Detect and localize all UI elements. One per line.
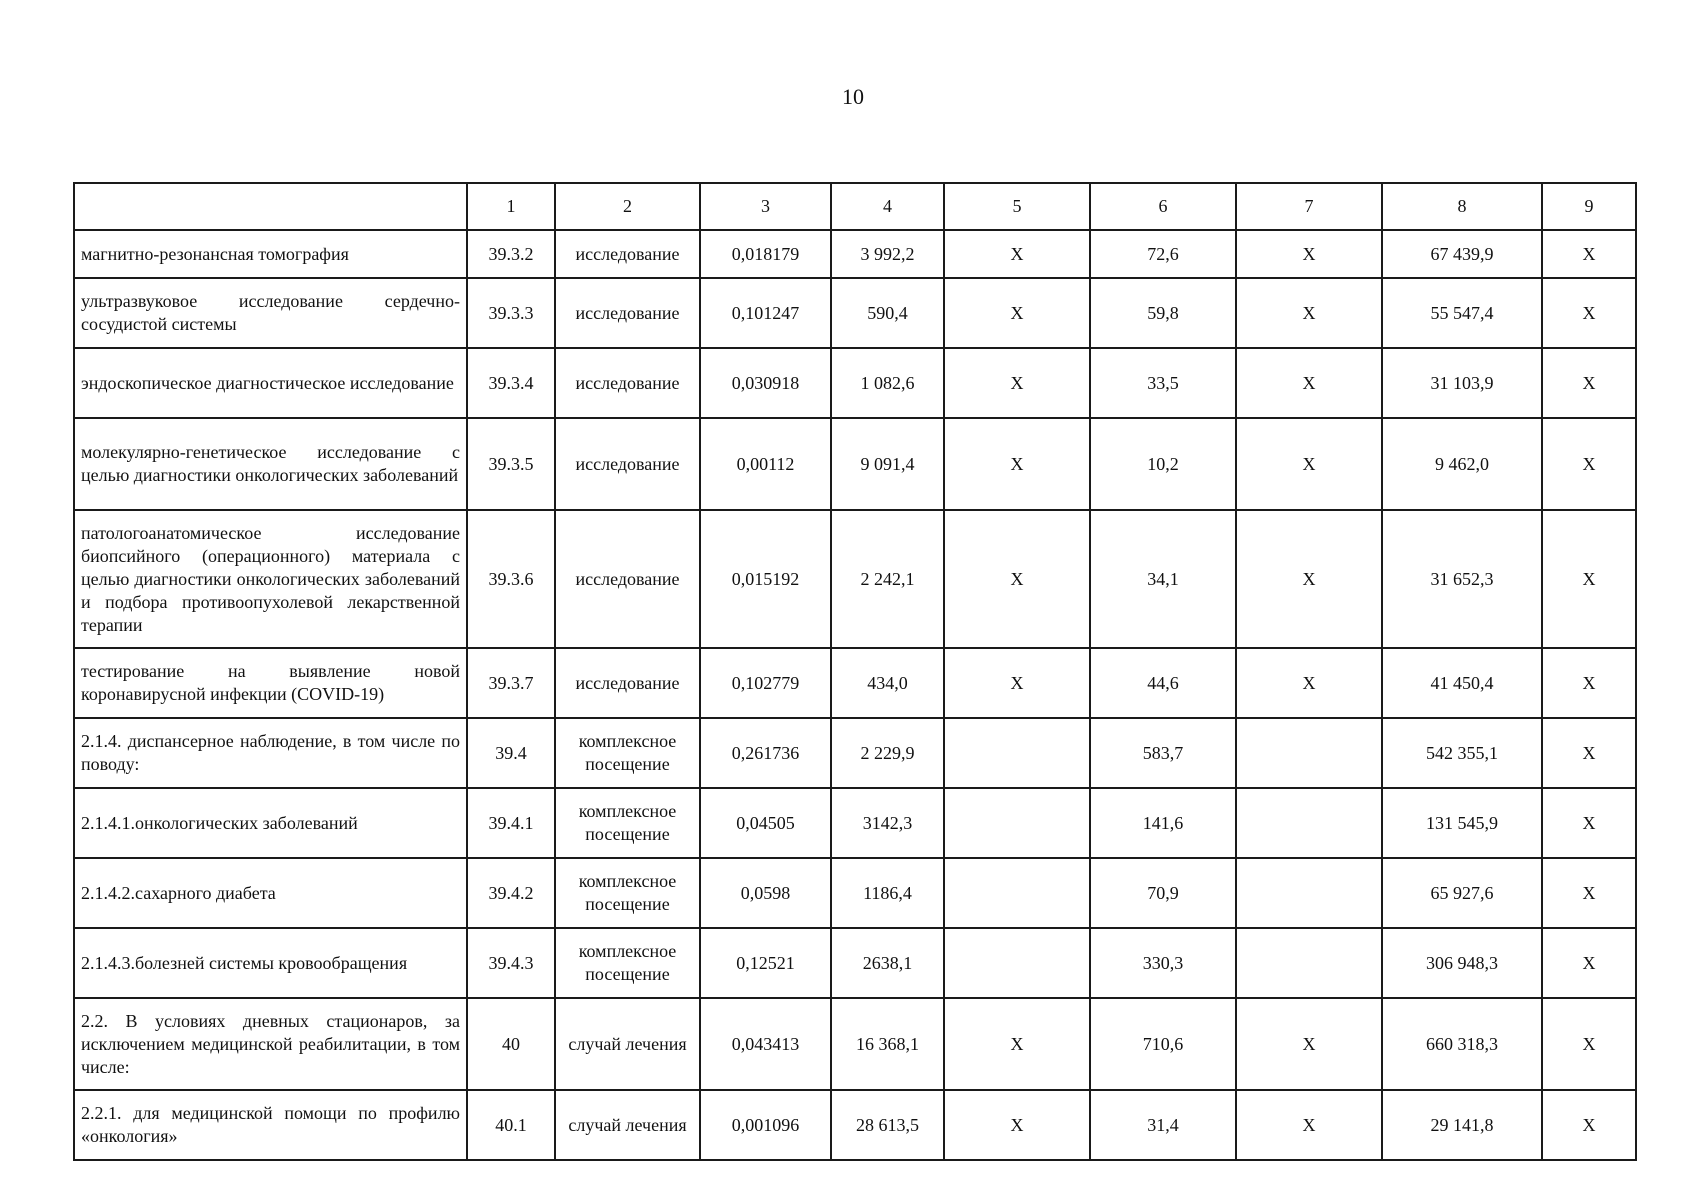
- row-code: 39.3.6: [467, 510, 555, 648]
- cell-col-3: 0,015192: [700, 510, 831, 648]
- row-unit: исследование: [555, 230, 700, 278]
- cell-col-3: 0,018179: [700, 230, 831, 278]
- row-unit: комплексное посещение: [555, 718, 700, 788]
- table-row: [74, 648, 1636, 718]
- table-row: [74, 858, 1636, 928]
- cell-col-9: X: [1542, 648, 1636, 718]
- cell-col-7: X: [1236, 648, 1382, 718]
- cell-col-4: 2638,1: [831, 928, 944, 998]
- cell-col-5: [944, 928, 1090, 998]
- cell-col-3: 0,0598: [700, 858, 831, 928]
- cell-col-7: X: [1236, 230, 1382, 278]
- row-unit: исследование: [555, 278, 700, 348]
- cell-col-6: 330,3: [1090, 928, 1236, 998]
- cell-col-6: 583,7: [1090, 718, 1236, 788]
- table-row: [74, 348, 1636, 418]
- cell-col-6: 33,5: [1090, 348, 1236, 418]
- cell-col-7: [1236, 788, 1382, 858]
- cell-col-6: 34,1: [1090, 510, 1236, 648]
- cell-col-4: 2 229,9: [831, 718, 944, 788]
- header-cell-5: 5: [944, 183, 1090, 230]
- row-name: магнитно-резонансная томография: [74, 230, 467, 278]
- cell-col-8: 31 103,9: [1382, 348, 1542, 418]
- table-row: [74, 928, 1636, 998]
- cell-col-5: [944, 858, 1090, 928]
- row-code: 40.1: [467, 1090, 555, 1160]
- row-name: патологоанатомическое исследование биопсийного (операционного) материала с целью диагностики онкологических заболеваний и подбора противоопухолевой лекарственной терапии: [74, 510, 467, 648]
- header-cell-8: 8: [1382, 183, 1542, 230]
- cell-col-8: 67 439,9: [1382, 230, 1542, 278]
- row-name: эндоскопическое диагностическое исследование: [74, 348, 467, 418]
- cell-col-6: 72,6: [1090, 230, 1236, 278]
- cell-col-5: X: [944, 348, 1090, 418]
- cell-col-9: X: [1542, 1090, 1636, 1160]
- cell-col-8: 306 948,3: [1382, 928, 1542, 998]
- cell-col-5: X: [944, 418, 1090, 510]
- cell-col-8: 41 450,4: [1382, 648, 1542, 718]
- cell-col-8: 660 318,3: [1382, 998, 1542, 1090]
- row-name: 2.1.4.3.болезней системы кровообращения: [74, 928, 467, 998]
- cell-col-7: X: [1236, 998, 1382, 1090]
- cell-col-5: X: [944, 230, 1090, 278]
- cell-col-8: 9 462,0: [1382, 418, 1542, 510]
- row-unit: случай лечения: [555, 998, 700, 1090]
- cell-col-9: X: [1542, 278, 1636, 348]
- row-name: 2.1.4.1.онкологических заболеваний: [74, 788, 467, 858]
- cell-col-9: X: [1542, 348, 1636, 418]
- row-unit: исследование: [555, 510, 700, 648]
- cell-col-9: X: [1542, 418, 1636, 510]
- data-table: [73, 182, 1637, 1161]
- row-unit: исследование: [555, 418, 700, 510]
- cell-col-4: 590,4: [831, 278, 944, 348]
- row-name: 2.1.4.2.сахарного диабета: [74, 858, 467, 928]
- header-cell-6: 6: [1090, 183, 1236, 230]
- cell-col-4: 1 082,6: [831, 348, 944, 418]
- row-code: 39.3.3: [467, 278, 555, 348]
- cell-col-9: X: [1542, 788, 1636, 858]
- cell-col-7: X: [1236, 348, 1382, 418]
- row-name: тестирование на выявление новой коронавирусной инфекции (COVID-19): [74, 648, 467, 718]
- cell-col-9: X: [1542, 998, 1636, 1090]
- row-unit: комплексное посещение: [555, 928, 700, 998]
- cell-col-7: [1236, 928, 1382, 998]
- row-unit: комплексное посещение: [555, 858, 700, 928]
- cell-col-7: X: [1236, 1090, 1382, 1160]
- cell-col-6: 10,2: [1090, 418, 1236, 510]
- cell-col-3: 0,12521: [700, 928, 831, 998]
- header-cell-1: 1: [467, 183, 555, 230]
- row-code: 39.4.1: [467, 788, 555, 858]
- cell-col-9: X: [1542, 858, 1636, 928]
- row-code: 39.3.2: [467, 230, 555, 278]
- header-cell-4: 4: [831, 183, 944, 230]
- cell-col-8: 29 141,8: [1382, 1090, 1542, 1160]
- cell-col-3: 0,00112: [700, 418, 831, 510]
- cell-col-5: X: [944, 998, 1090, 1090]
- page-number: 10: [842, 84, 864, 109]
- cell-col-4: 2 242,1: [831, 510, 944, 648]
- row-code: 40: [467, 998, 555, 1090]
- cell-col-3: 0,001096: [700, 1090, 831, 1160]
- cell-col-3: 0,102779: [700, 648, 831, 718]
- cell-col-7: X: [1236, 418, 1382, 510]
- table-row: [74, 788, 1636, 858]
- row-code: 39.3.5: [467, 418, 555, 510]
- cell-col-5: X: [944, 278, 1090, 348]
- header-cell-label: [74, 183, 467, 230]
- cell-col-9: X: [1542, 928, 1636, 998]
- cell-col-3: 0,043413: [700, 998, 831, 1090]
- cell-col-6: 70,9: [1090, 858, 1236, 928]
- row-unit: исследование: [555, 648, 700, 718]
- header-cell-2: 2: [555, 183, 700, 230]
- cell-col-7: X: [1236, 278, 1382, 348]
- table-row: [74, 1090, 1636, 1160]
- table-row: [74, 230, 1636, 278]
- cell-col-8: 542 355,1: [1382, 718, 1542, 788]
- cell-col-4: 3 992,2: [831, 230, 944, 278]
- header-cell-9: 9: [1542, 183, 1636, 230]
- row-code: 39.3.7: [467, 648, 555, 718]
- cell-col-6: 44,6: [1090, 648, 1236, 718]
- header-cell-3: 3: [700, 183, 831, 230]
- row-code: 39.4.2: [467, 858, 555, 928]
- cell-col-6: 141,6: [1090, 788, 1236, 858]
- cell-col-5: [944, 788, 1090, 858]
- table-row: [74, 510, 1636, 648]
- cell-col-6: 59,8: [1090, 278, 1236, 348]
- table-row: [74, 418, 1636, 510]
- cell-col-9: X: [1542, 718, 1636, 788]
- cell-col-5: X: [944, 648, 1090, 718]
- cell-col-5: X: [944, 1090, 1090, 1160]
- row-code: 39.4.3: [467, 928, 555, 998]
- header-row: [74, 183, 1636, 230]
- table-row: [74, 718, 1636, 788]
- cell-col-3: 0,261736: [700, 718, 831, 788]
- cell-col-8: 31 652,3: [1382, 510, 1542, 648]
- cell-col-4: 28 613,5: [831, 1090, 944, 1160]
- cell-col-8: 55 547,4: [1382, 278, 1542, 348]
- cell-col-5: X: [944, 510, 1090, 648]
- table-row: [74, 278, 1636, 348]
- cell-col-3: 0,030918: [700, 348, 831, 418]
- cell-col-4: 16 368,1: [831, 998, 944, 1090]
- row-name: ультразвуковое исследование сердечно-сосудистой системы: [74, 278, 467, 348]
- table-row: [74, 998, 1636, 1090]
- row-unit: исследование: [555, 348, 700, 418]
- cell-col-9: X: [1542, 510, 1636, 648]
- row-unit: случай лечения: [555, 1090, 700, 1160]
- row-name: 2.2. В условиях дневных стационаров, за исключением медицинской реабилитации, в том числе:: [74, 998, 467, 1090]
- row-code: 39.4: [467, 718, 555, 788]
- cell-col-7: [1236, 718, 1382, 788]
- cell-col-8: 65 927,6: [1382, 858, 1542, 928]
- row-unit: комплексное посещение: [555, 788, 700, 858]
- cell-col-3: 0,04505: [700, 788, 831, 858]
- row-name: 2.2.1. для медицинской помощи по профилю «онкология»: [74, 1090, 467, 1160]
- cell-col-8: 131 545,9: [1382, 788, 1542, 858]
- cell-col-9: X: [1542, 230, 1636, 278]
- cell-col-4: 3142,3: [831, 788, 944, 858]
- row-code: 39.3.4: [467, 348, 555, 418]
- cell-col-4: 434,0: [831, 648, 944, 718]
- cell-col-5: [944, 718, 1090, 788]
- cell-col-7: [1236, 858, 1382, 928]
- row-name: 2.1.4. диспансерное наблюдение, в том числе по поводу:: [74, 718, 467, 788]
- cell-col-6: 710,6: [1090, 998, 1236, 1090]
- cell-col-7: X: [1236, 510, 1382, 648]
- cell-col-3: 0,101247: [700, 278, 831, 348]
- row-name: молекулярно-генетическое исследование с целью диагностики онкологических заболеваний: [74, 418, 467, 510]
- header-cell-7: 7: [1236, 183, 1382, 230]
- cell-col-6: 31,4: [1090, 1090, 1236, 1160]
- cell-col-4: 9 091,4: [831, 418, 944, 510]
- cell-col-4: 1186,4: [831, 858, 944, 928]
